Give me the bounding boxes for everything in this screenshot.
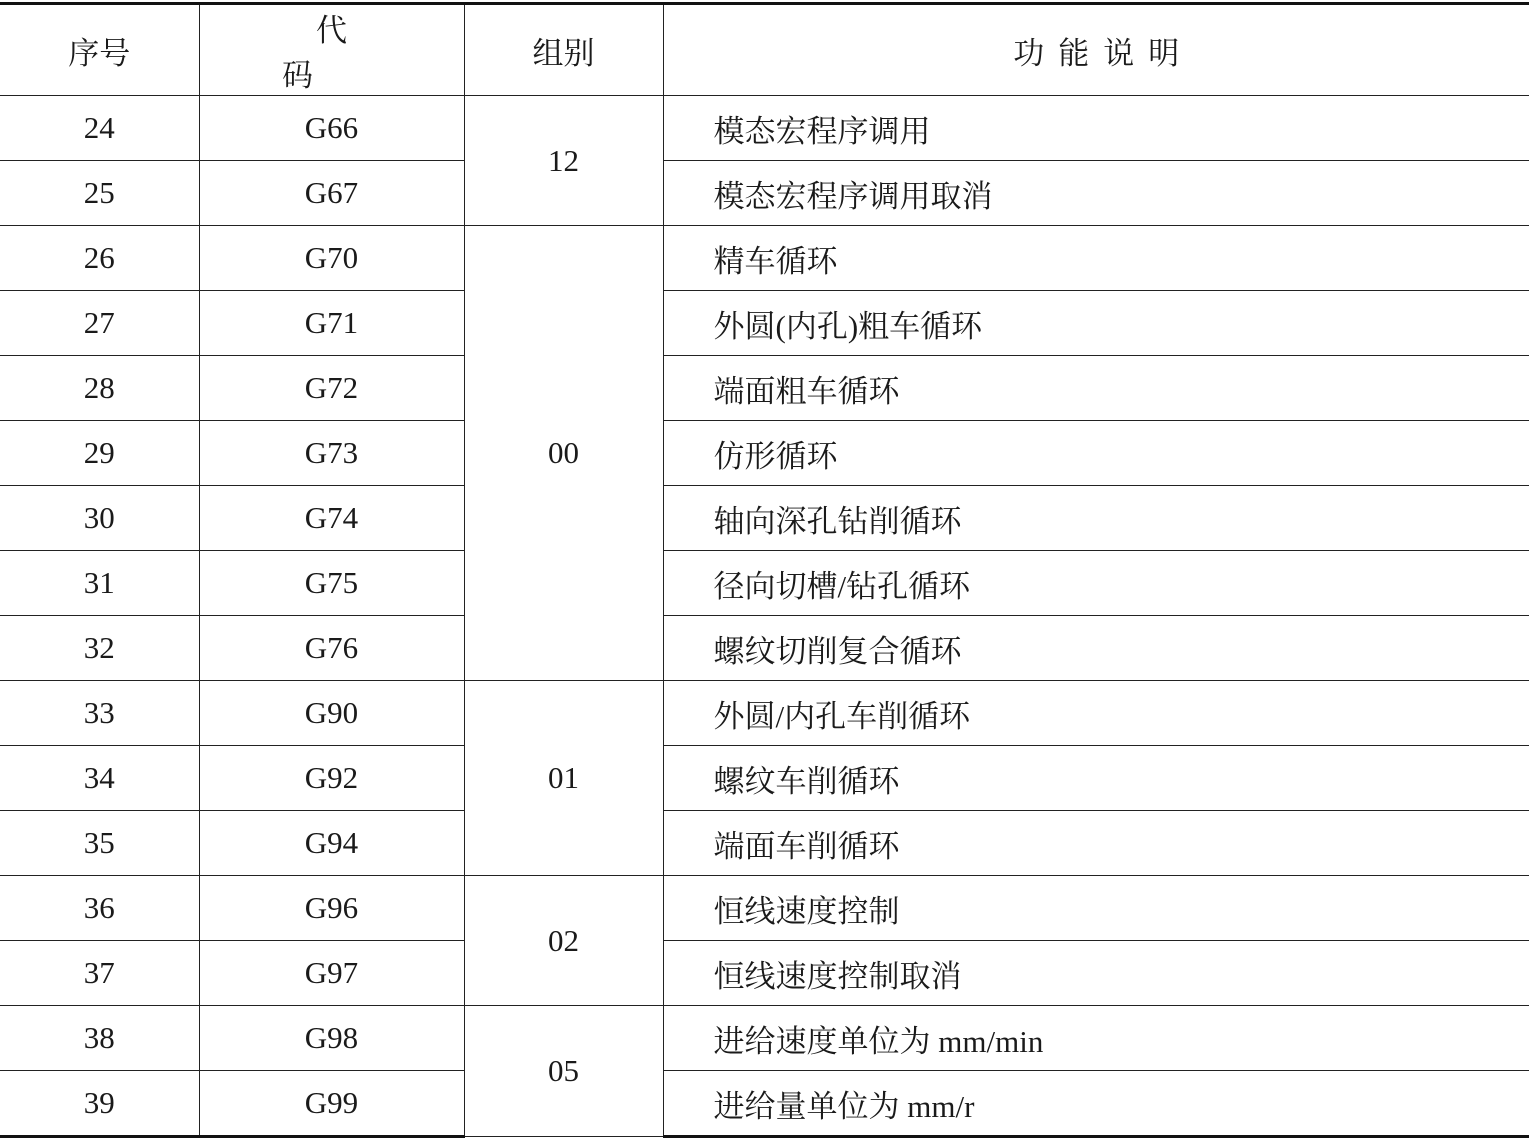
cell-description: 恒线速度控制取消	[663, 941, 1529, 1006]
cell-code: G98	[199, 1006, 464, 1071]
cell-description: 径向切槽/钻孔循环	[663, 551, 1529, 616]
cell-description: 端面车削循环	[663, 811, 1529, 876]
cell-serial-number: 27	[0, 291, 199, 356]
cell-code: G75	[199, 551, 464, 616]
cell-serial-number: 34	[0, 746, 199, 811]
cell-description: 进给量单位为 mm/r	[663, 1071, 1529, 1137]
cell-serial-number: 26	[0, 226, 199, 291]
cell-group: 05	[464, 1006, 663, 1137]
table-row	[0, 616, 1529, 681]
cell-serial-number: 29	[0, 421, 199, 486]
table-row	[0, 876, 1529, 941]
cell-serial-number: 35	[0, 811, 199, 876]
cell-group: 01	[464, 681, 663, 876]
cell-description: 轴向深孔钻削循环	[663, 486, 1529, 551]
cell-code: G97	[199, 941, 464, 1006]
cell-serial-number: 30	[0, 486, 199, 551]
cell-code: G96	[199, 876, 464, 941]
g-code-table	[0, 2, 1529, 1138]
table-row	[0, 291, 1529, 356]
cell-description: 外圆(内孔)粗车循环	[663, 291, 1529, 356]
cell-code: G94	[199, 811, 464, 876]
cell-serial-number: 33	[0, 681, 199, 746]
cell-description: 螺纹切削复合循环	[663, 616, 1529, 681]
cell-serial-number: 32	[0, 616, 199, 681]
cell-code: G67	[199, 161, 464, 226]
cell-serial-number: 37	[0, 941, 199, 1006]
cell-description: 模态宏程序调用	[663, 96, 1529, 161]
table-row	[0, 421, 1529, 486]
table-row	[0, 681, 1529, 746]
cell-description: 外圆/内孔车削循环	[663, 681, 1529, 746]
table-row	[0, 551, 1529, 616]
cell-code: G66	[199, 96, 464, 161]
table-row	[0, 486, 1529, 551]
cell-description: 进给速度单位为 mm/min	[663, 1006, 1529, 1071]
cell-description: 恒线速度控制	[663, 876, 1529, 941]
cell-serial-number: 38	[0, 1006, 199, 1071]
table-header-row	[0, 4, 1529, 96]
cell-serial-number: 39	[0, 1071, 199, 1137]
table-row	[0, 226, 1529, 291]
cell-serial-number: 36	[0, 876, 199, 941]
table-row	[0, 1006, 1529, 1071]
header-function-description: 功能说明	[663, 4, 1529, 96]
cell-serial-number: 24	[0, 96, 199, 161]
table-row	[0, 1071, 1529, 1137]
cell-description: 精车循环	[663, 226, 1529, 291]
table-row	[0, 811, 1529, 876]
cell-code: G70	[199, 226, 464, 291]
cell-description: 模态宏程序调用取消	[663, 161, 1529, 226]
cell-serial-number: 25	[0, 161, 199, 226]
table-row	[0, 161, 1529, 226]
cell-description: 端面粗车循环	[663, 356, 1529, 421]
table-row	[0, 356, 1529, 421]
table-row	[0, 96, 1529, 161]
cell-code: G99	[199, 1071, 464, 1137]
cell-group: 12	[464, 96, 663, 226]
cell-description: 仿形循环	[663, 421, 1529, 486]
cell-code: G73	[199, 421, 464, 486]
cell-code: G92	[199, 746, 464, 811]
cell-group: 02	[464, 876, 663, 1006]
header-code: 代码	[199, 4, 464, 96]
cell-code: G71	[199, 291, 464, 356]
cell-code: G90	[199, 681, 464, 746]
cell-group: 00	[464, 226, 663, 681]
cell-serial-number: 28	[0, 356, 199, 421]
table-row	[0, 746, 1529, 811]
cell-description: 螺纹车削循环	[663, 746, 1529, 811]
header-serial-number: 序号	[0, 4, 199, 96]
table-row	[0, 941, 1529, 1006]
cell-code: G74	[199, 486, 464, 551]
cell-code: G76	[199, 616, 464, 681]
header-group: 组别	[464, 4, 663, 96]
cell-serial-number: 31	[0, 551, 199, 616]
cell-code: G72	[199, 356, 464, 421]
